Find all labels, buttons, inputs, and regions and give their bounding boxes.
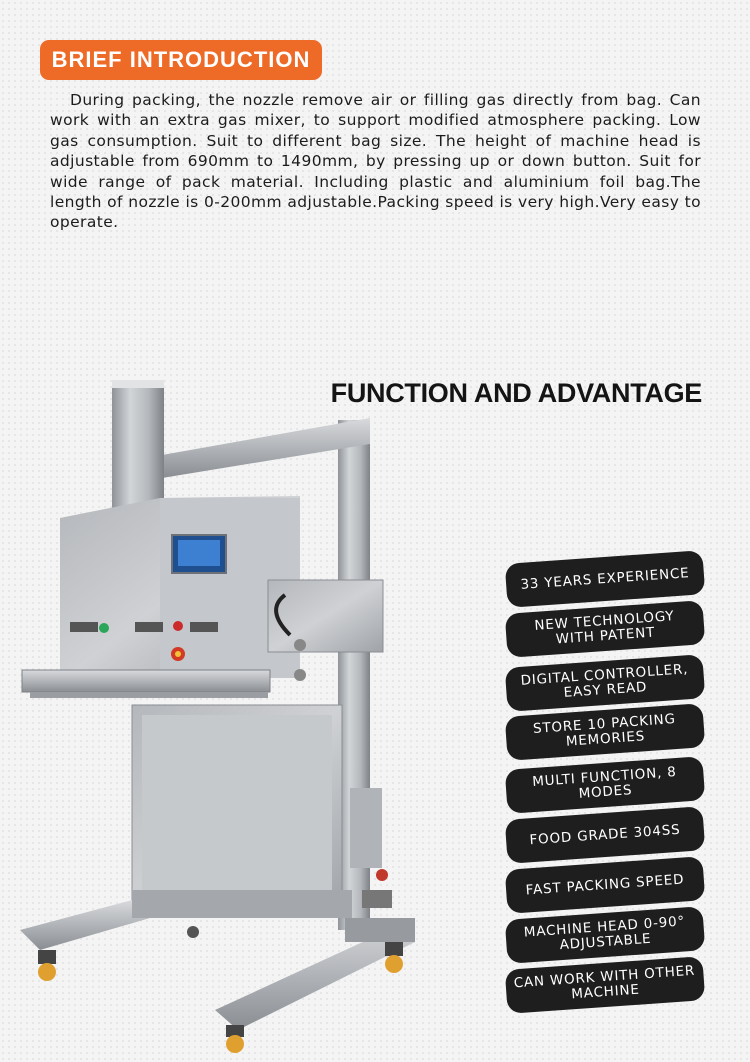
side-bracket [268,580,383,652]
feature-pill-memories: STORE 10 PACKING MEMORIES [505,703,706,761]
intro-title-badge: BRIEF INTRODUCTION [40,40,322,80]
base-left-leg [20,900,150,950]
function-title: FUNCTION AND ADVANTAGE [330,378,702,408]
caster-wheels [38,926,403,1053]
intro-paragraph: During packing, the nozzle remove air or filling gas directly from bag. Can work with an extra gas mixer, to support modified atmosphere packing. Low gas consumption. Suit to different bag size. The height of machine head is adjustable from 690mm to 1490mm, by pressing up or down button. Suit for wide range of pack material. Including plastic and aluminium foil bag.The length of nozzle is 0-200mm adjustable.Packing speed is very high.Very easy to operate. [50,91,701,232]
feature-pill-controller: DIGITAL CONTROLLER, EASY READ [505,654,706,712]
feature-pill-work-with-other: CAN WORK WITH OTHER MACHINE [505,956,706,1014]
feature-pill-multi-function: MULTI FUNCTION, 8 MODES [505,756,706,814]
feature-pill-technology: NEW TECHNOLOGY WITH PATENT [505,600,706,658]
feature-pill-experience: 33 YEARS EXPERIENCE [505,550,706,608]
feature-pill-food-grade: FOOD GRADE 304SS [505,806,706,864]
vacuum-packing-machine-image [0,370,430,1060]
nozzle-bar [22,670,270,692]
feature-pill-speed: FAST PACKING SPEED [505,856,706,914]
feature-pill-head-adjustable: MACHINE HEAD 0-90° ADJUSTABLE [505,906,706,964]
